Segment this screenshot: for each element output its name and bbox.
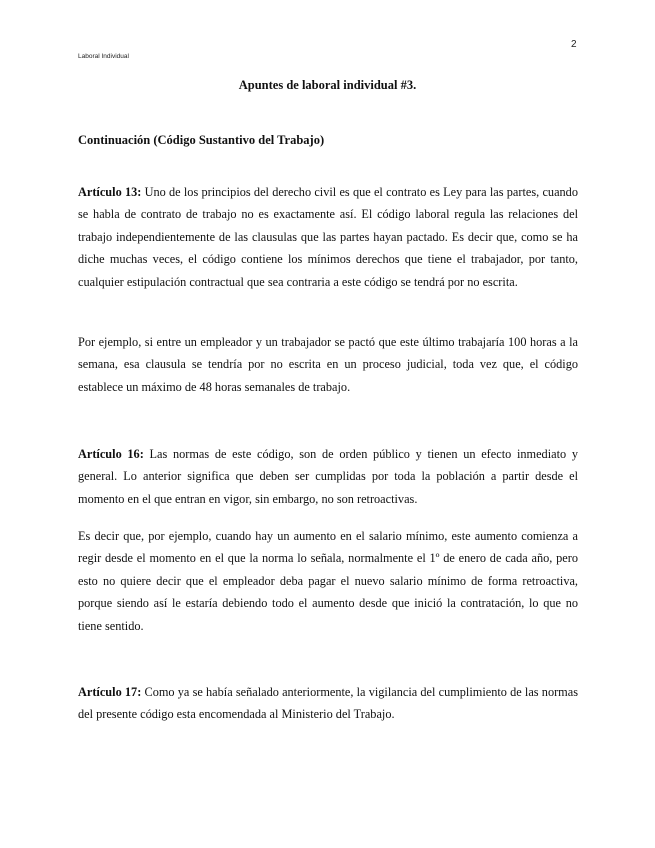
paragraph-example-2 [78, 525, 578, 637]
paragraph-articulo-17 [78, 681, 578, 726]
paragraph-articulo-16 [78, 443, 578, 510]
paragraph-lead: Artículo 13: [78, 185, 142, 199]
running-header: Laboral Individual [78, 53, 129, 60]
section-heading: Continuación (Código Sustantivo del Trabajo) [78, 133, 325, 147]
paragraph-text: Las normas de este código, son de orden público y tienen un efecto inmediato y general. Lo anterior significa que deben ser cumplidas por toda la población a partir desde el momento en el que entran en vigor, sin embargo, no son retroactivas. [78, 447, 578, 506]
paragraph-lead: Artículo 16: [78, 447, 144, 461]
paragraph-lead: Artículo 17: [78, 685, 142, 699]
paragraph-example-1 [78, 331, 578, 398]
document-title: Apuntes de laboral individual #3. [238, 78, 417, 92]
paragraph-text: Como ya se había señalado anteriormente, la vigilancia del cumplimiento de las normas del presente código esta encomendada al Ministerio del Trabajo. [78, 685, 578, 722]
paragraph-text: Por ejemplo, si entre un empleador y un trabajador se pactó que este último trabajaría 100 horas a la semana, esa clausula se tendría por no escrita en un proceso judicial, toda vez que, el código establece un máximo de 48 horas semanales de trabajo. [78, 335, 578, 394]
page-number: 2 [571, 39, 577, 50]
paragraph-text: Es decir que, por ejemplo, cuando hay un aumento en el salario mínimo, este aumento comienza a regir desde el momento en el que la norma lo señala, normalmente el 1º de enero de cada año, pero esto no quiere decir que el empleador deba pagar el nuevo salario mínimo de forma retroactiva, porque siendo así le estaría debiendo todo el aumento desde que inició la contratación, lo que no tiene sentido. [78, 529, 578, 633]
paragraph-text: Uno de los principios del derecho civil es que el contrato es Ley para las partes, cuando se habla de contrato de trabajo no es exactamente así. El código laboral regula las relaciones del trabajo independientemente de las clausulas que las partes hayan pactado. Es decir que, como se ha diche muchas veces, el código contiene los mínimos derechos que tiene el trabajador, por tanto, cualquier estipulación contractual que sea contraria a este código se tendrá por no escrita. [78, 185, 578, 289]
paragraph-articulo-13 [78, 181, 578, 293]
